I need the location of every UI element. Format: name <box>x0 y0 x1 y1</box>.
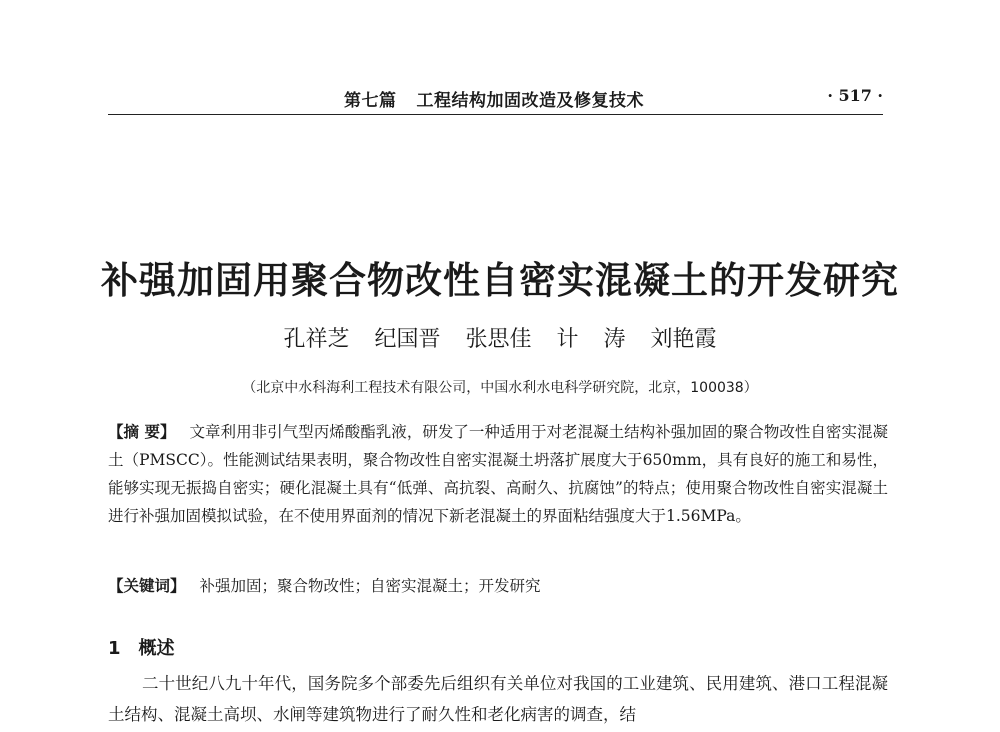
keywords-label: 【关键词】 <box>108 577 186 595</box>
section-title: 概述 <box>138 638 175 659</box>
abstract-label: 【摘 要】 <box>108 423 176 441</box>
running-head <box>108 80 883 110</box>
section-number: 1 <box>108 638 121 659</box>
body-paragraph: 二十世纪八九十年代，国务院多个部委先后组织有关单位对我国的工业建筑、民用建筑、港口工程混凝土结构、混凝土高坝、水闸等建筑物进行了耐久性和老化病害的调查，结 <box>108 674 888 724</box>
paper-title: 补强加固用聚合物改性自密实混凝土的开发研究 <box>101 258 899 302</box>
header-rule <box>108 114 883 115</box>
affiliation: （北京中水科海利工程技术有限公司，中国水利水电科学研究院，北京，100038） <box>242 380 758 396</box>
abstract-text: 文章利用非引气型丙烯酸酯乳液，研发了一种适用于对老混凝土结构补强加固的聚合物改性自密实混凝土（PMSCC）。性能测试结果表明，聚合物改性自密实混凝土坍落扩展度大于650mm，具有良好的施工和易性，能够实现无振捣自密实；硬化混凝土具有“低弹、高抗裂、高耐久、抗腐蚀”的特点；使用聚合物改性自密实混凝土进行补强加固模拟试验，在不使用界面剂的情况下新老混凝土的界面粘结强度大于1.56MPa。 <box>108 423 888 525</box>
abstract <box>108 418 888 530</box>
author-list: 孔祥芝 纪国晋 张思佳 计 涛 刘艳霞 <box>283 327 717 352</box>
running-head-title <box>344 86 644 111</box>
keywords-text: 补强加固；聚合物改性；自密实混凝土；开发研究 <box>199 577 541 595</box>
keywords <box>108 572 888 600</box>
part-title: 工程结构加固改造及修复技术 <box>416 91 644 111</box>
part-label: 第七篇 <box>344 91 397 111</box>
section-heading <box>108 634 175 660</box>
page-number: · 517 · <box>827 86 883 105</box>
